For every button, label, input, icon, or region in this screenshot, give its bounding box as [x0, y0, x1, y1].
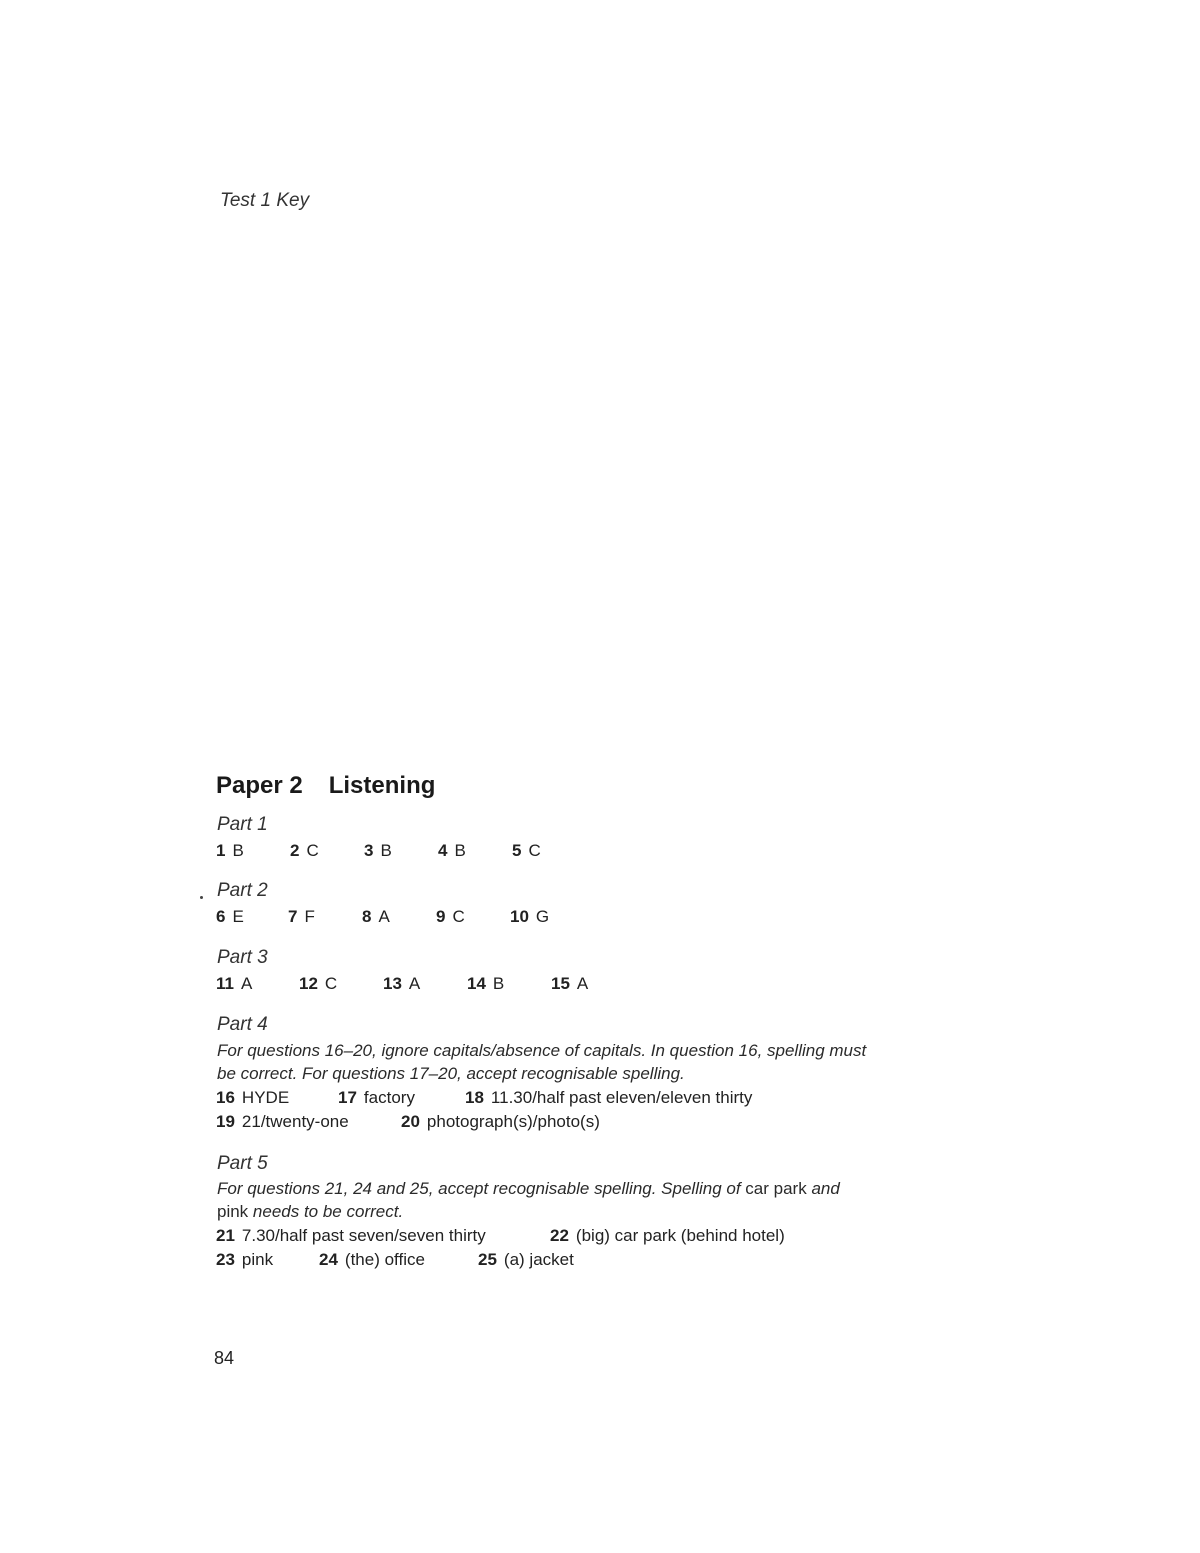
paper-title — [216, 772, 435, 800]
answer-value: B — [492, 974, 505, 993]
page-number: 84 — [214, 1348, 235, 1368]
question-number: 8 — [362, 907, 372, 926]
part-4-note-line-2: be correct. For questions 17–20, accept recognisable spelling. — [217, 1064, 685, 1083]
answer-value: A — [240, 974, 253, 993]
answer-value: 21/twenty-one — [241, 1112, 349, 1131]
question-number: 7 — [288, 907, 298, 926]
question-number: 17 — [338, 1088, 357, 1107]
answer-value: C — [324, 974, 338, 993]
answer-item — [512, 841, 541, 861]
answer-item — [216, 841, 244, 861]
answer-item — [551, 974, 588, 994]
answer-item — [401, 1112, 600, 1132]
part-4-note-line-1: For questions 16–20, ignore capitals/absence of capitals. In question 16, spelling must — [217, 1041, 867, 1060]
answer-value: HYDE — [241, 1088, 290, 1107]
paper-number: Paper 2 — [216, 772, 303, 799]
answer-value: A — [576, 974, 589, 993]
answer-value: C — [528, 841, 541, 860]
answer-value: factory — [363, 1088, 415, 1107]
answer-value: B — [232, 841, 244, 860]
part-1-heading: Part 1 — [217, 814, 268, 835]
part-5-heading: Part 5 — [217, 1153, 268, 1174]
answer-item — [510, 907, 549, 927]
question-number: 15 — [551, 974, 570, 993]
answer-value: E — [232, 907, 244, 926]
answer-value: photograph(s)/photo(s) — [426, 1112, 600, 1131]
answer-value: A — [408, 974, 421, 993]
running-head: Test 1 Key — [220, 190, 310, 211]
answer-value: (the) office — [344, 1250, 425, 1269]
answer-item — [319, 1250, 425, 1270]
question-number: 1 — [216, 841, 226, 860]
note-term: pink — [217, 1202, 249, 1221]
answer-item — [338, 1088, 415, 1108]
answer-value: B — [454, 841, 466, 860]
answer-item — [290, 841, 319, 861]
answer-item — [216, 907, 244, 927]
question-number: 11 — [216, 974, 234, 993]
answer-item — [465, 1088, 752, 1108]
question-number: 13 — [383, 974, 402, 993]
question-number: 12 — [299, 974, 318, 993]
question-number: 14 — [467, 974, 486, 993]
question-number: 20 — [401, 1112, 420, 1131]
question-number: 21 — [216, 1226, 235, 1245]
question-number: 24 — [319, 1250, 338, 1269]
answer-item — [362, 907, 390, 927]
question-number: 6 — [216, 907, 226, 926]
answer-value: F — [304, 907, 315, 926]
answer-item — [288, 907, 315, 927]
part-4-heading: Part 4 — [217, 1014, 268, 1035]
question-number: 3 — [364, 841, 374, 860]
answer-value: G — [535, 907, 550, 926]
question-number: 10 — [510, 907, 529, 926]
answer-item — [438, 841, 466, 861]
answer-item — [216, 1112, 349, 1132]
answer-item — [383, 974, 420, 994]
note-text: For questions 21, 24 and 25, accept recognisable spelling. Spelling of — [217, 1179, 746, 1198]
answer-item — [216, 1226, 486, 1246]
question-number: 2 — [290, 841, 300, 860]
answer-item — [364, 841, 392, 861]
answer-value: 7.30/half past seven/seven thirty — [241, 1226, 486, 1245]
answer-value: (big) car park (behind hotel) — [575, 1226, 785, 1245]
answer-item — [467, 974, 504, 994]
question-number: 16 — [216, 1088, 235, 1107]
part-3-heading: Part 3 — [217, 947, 268, 968]
answer-item — [216, 1250, 273, 1270]
answer-value: A — [378, 907, 390, 926]
answer-item — [550, 1226, 785, 1246]
answer-value: pink — [241, 1250, 274, 1269]
question-number: 19 — [216, 1112, 235, 1131]
note-term: car park — [745, 1179, 807, 1198]
question-number: 25 — [478, 1250, 497, 1269]
question-number: 18 — [465, 1088, 484, 1107]
question-number: 9 — [436, 907, 446, 926]
question-number: 4 — [438, 841, 448, 860]
answer-value: (a) jacket — [503, 1250, 574, 1269]
note-text: and — [806, 1179, 840, 1198]
part-5-note-line-1 — [217, 1179, 840, 1199]
question-number: 22 — [550, 1226, 569, 1245]
answer-value: B — [380, 841, 392, 860]
answer-item — [478, 1250, 574, 1270]
part-2-heading: Part 2 — [217, 880, 268, 901]
answer-item — [216, 1088, 289, 1108]
answer-value: 11.30/half past eleven/eleven thirty — [490, 1088, 753, 1107]
answer-item — [436, 907, 465, 927]
paper-name: Listening — [328, 772, 436, 799]
part-5-note-line-2 — [217, 1202, 403, 1222]
scan-speck — [200, 896, 203, 899]
answer-value: C — [306, 841, 319, 860]
answer-item — [299, 974, 337, 994]
question-number: 5 — [512, 841, 522, 860]
question-number: 23 — [216, 1250, 235, 1269]
answer-item — [216, 974, 252, 994]
note-text: needs to be correct. — [248, 1202, 404, 1221]
answer-value: C — [452, 907, 465, 926]
